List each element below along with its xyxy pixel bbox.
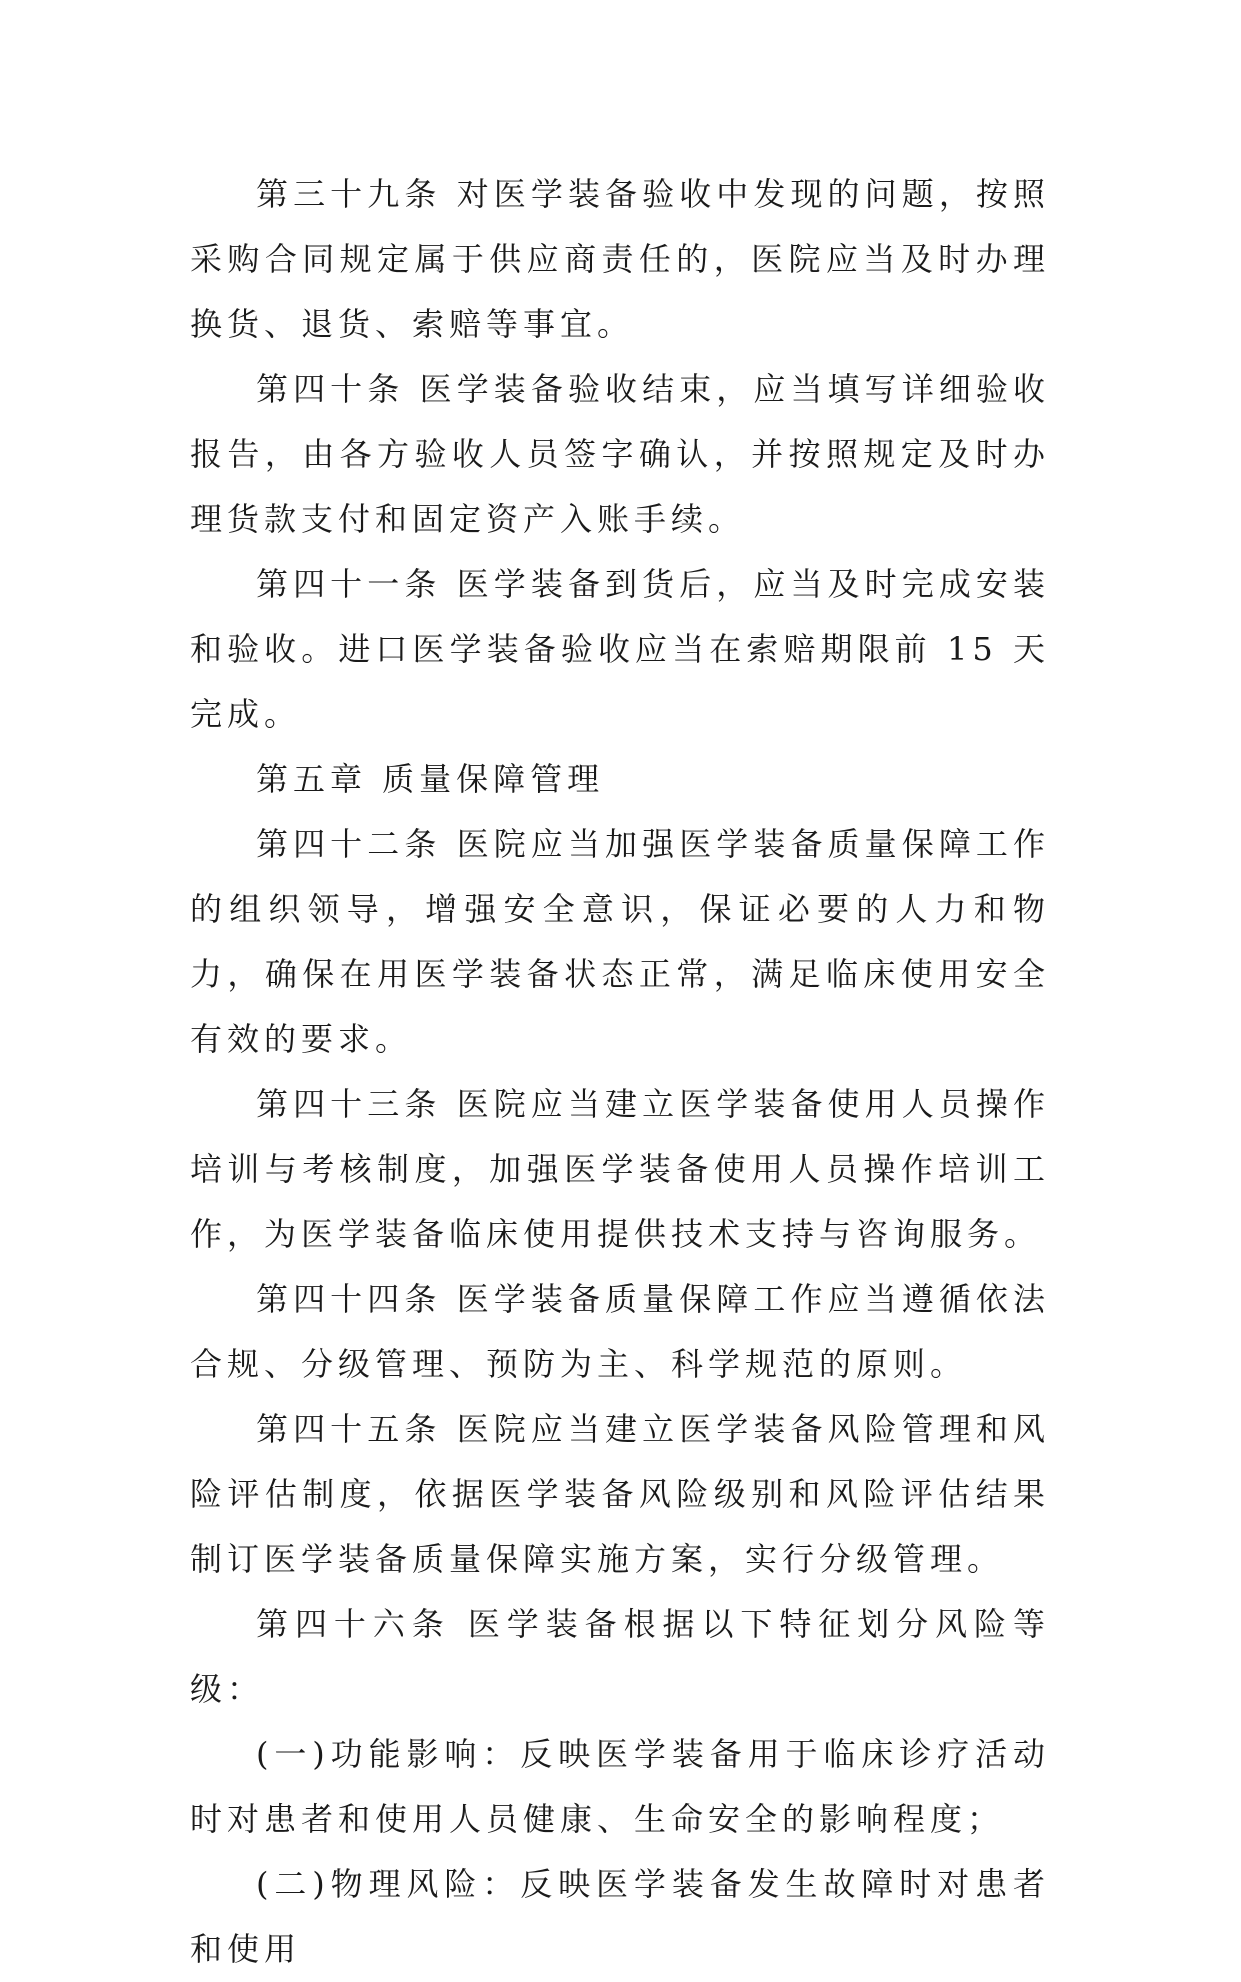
article-45-paragraph: 第四十五条 医院应当建立医学装备风险管理和风险评估制度，依据医学装备风险级别和风险评估结果制订医学装备质量保障实施方案，实行分级管理。	[190, 1410, 1050, 1578]
article-41-paragraph: 第四十一条 医学装备到货后，应当及时完成安装和验收。进口医学装备验收应当在索赔期限前 15 天完成。	[190, 565, 1050, 733]
article-40-paragraph: 第四十条 医学装备验收结束，应当填写详细验收报告，由各方验收人员签字确认，并按照规定及时办理货款支付和固定资产入账手续。	[190, 370, 1050, 538]
document-body	[190, 162, 1050, 1982]
article-43-paragraph: 第四十三条 医院应当建立医学装备使用人员操作培训与考核制度，加强医学装备使用人员操作培训工作，为医学装备临床使用提供技术支持与咨询服务。	[190, 1085, 1050, 1253]
article-46-item-1: (一)功能影响：反映医学装备用于临床诊疗活动时对患者和使用人员健康、生命安全的影响程度；	[190, 1735, 1050, 1838]
chapter-5-heading: 第五章 质量保障管理	[256, 760, 605, 798]
article-46-paragraph: 第四十六条 医学装备根据以下特征划分风险等级：	[190, 1605, 1050, 1708]
article-46-item-2: (二)物理风险：反映医学装备发生故障时对患者和使用	[190, 1865, 1050, 1968]
article-39-paragraph: 第三十九条 对医学装备验收中发现的问题，按照采购合同规定属于供应商责任的，医院应当及时办理换货、退货、索赔等事宜。	[190, 175, 1050, 343]
article-44-paragraph: 第四十四条 医学装备质量保障工作应当遵循依法合规、分级管理、预防为主、科学规范的原则。	[190, 1280, 1050, 1383]
article-42-paragraph: 第四十二条 医院应当加强医学装备质量保障工作的组织领导，增强安全意识，保证必要的人力和物力，确保在用医学装备状态正常，满足临床使用安全有效的要求。	[190, 825, 1050, 1058]
